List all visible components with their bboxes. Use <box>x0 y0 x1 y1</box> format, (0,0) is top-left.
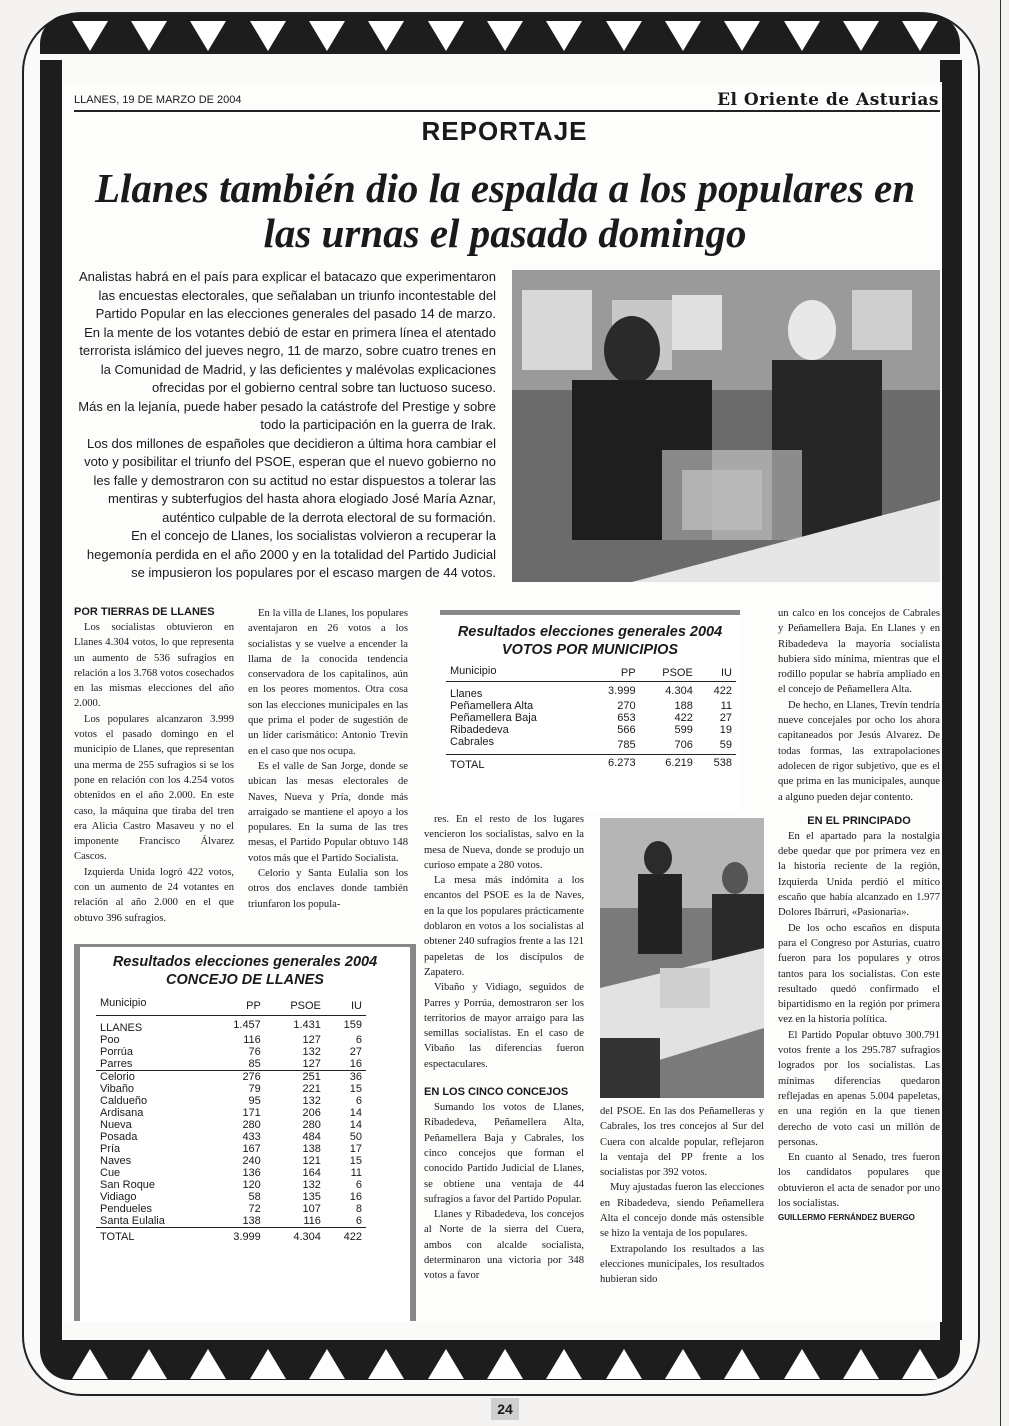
col4-paragraph: Extrapolando los resultados a las elecciones municipales, los resultados hubieran sido <box>600 1243 764 1286</box>
frame-bottom-pattern <box>60 1344 950 1384</box>
masthead: El Oriente de Asturias <box>717 90 939 110</box>
col-header: Municipio <box>100 997 147 1009</box>
frame-left-band <box>40 60 62 1340</box>
col3-paragraph: Vibaño y Vidiago, seguidos de Parres y Porrúa, demostraron ser los territorios de mayor arraigo para las semillas socialistas. En el caso de Vibaño las diferencias fueron espectaculares. <box>424 982 584 1070</box>
table-municipios-grid <box>446 665 736 771</box>
table-llanes-grid <box>96 997 366 1243</box>
col4-paragraph: Muy ajustadas fueron las elecciones en Ribadedeva, siendo Peñamellera Alta el concejo donde más ostensible se hizo la ventaja de los populares. <box>600 1182 764 1240</box>
col5-paragraph: De hecho, en Llanes, Trevín tendría nueve concejales por ocho los ahora capitaneados por Jesús Alvarez. De todas formas, las extrapolaciones adolecen de rigor subjetivo, que es el que prima en las municipales, aunque a alguno pueden dejar contento. <box>778 699 940 803</box>
intro-paragraph: Analistas habrá en el país para explicar el batacazo que experimentaron las encuestas electorales, que señalaban un triunfo incontestable del Partido Popular en las elecciones generales del pasado 14 de marzo. <box>79 269 496 321</box>
intro-paragraph: Más en la lejanía, puede haber pesado la catástrofe del Prestige y sobre todo la participación en la guerra de Irak. <box>78 398 496 432</box>
column-1 <box>74 606 234 926</box>
photo-image <box>512 270 940 582</box>
table-row: Poo 116 127 6 <box>100 1034 362 1046</box>
frame-top-pattern <box>60 16 950 56</box>
author-signature: GUILLERMO FERNÁNDEZ BUERGO <box>778 1213 915 1223</box>
table-row: Cue 136 164 11 <box>100 1167 362 1179</box>
table-row: Ardisana 171 206 14 <box>100 1107 362 1119</box>
col-header: PP <box>246 1000 261 1012</box>
headline: Llanes también dio la espalda a los populares en las urnas el pasado domingo <box>94 165 916 257</box>
intro-paragraph: En el concejo de Llanes, los socialistas volvieron a recuperar la hegemonía perdida en el año 2000 y en la totalidad del Partido Judicial se impusieron los populares por el escaso margen de 44 votos. <box>86 528 496 580</box>
intro-text <box>70 268 496 583</box>
table-row: Cabrales 785 706 59 <box>446 736 736 755</box>
col-header: PP <box>620 667 636 679</box>
header-rule <box>74 110 940 112</box>
scan-edge-line <box>1000 0 1001 1426</box>
col-header: IU <box>721 667 732 679</box>
table-row: Vidiago 58 135 16 <box>100 1191 362 1203</box>
col-header: PSOE <box>290 1000 321 1012</box>
table-row: LLANES 1.457 1.431 159 <box>100 1019 362 1034</box>
table-subtitle: CONCEJO DE LLANES <box>166 972 324 988</box>
table-row: Vibaño 79 221 15 <box>100 1083 362 1095</box>
table-total-row: TOTAL 3.999 4.304 422 <box>100 1231 362 1243</box>
col3-paragraph: La mesa más indómita a los encantos del PSOE es la de Naves, en la que los populares prácticamente doblaron en votos a los socialistas al obtener 240 sufragios frente a las 121 papeletas de los discípulos de Zapatero. <box>424 875 584 978</box>
photo-image <box>600 818 764 1098</box>
col1-paragraph: Izquierda Unida logró 422 votos, con un aumento de 24 votantes en relación al año 2.000 en el que obtuvo 396 sufragios. <box>74 866 234 924</box>
col3-paragraph: Sumando los votos de Llanes, Ribadedeva, Peñamellera Alta, Peñamellera Baja y Cabrales, los cinco concejos que forman el conocido Partido Judicial de Llanes, se obtiene una ventaja de 44 sufragios a favor del Partido Popular. <box>424 1102 584 1205</box>
table-row: Pendueles 72 107 8 <box>100 1203 362 1215</box>
column-2 <box>248 606 408 912</box>
table-row: Nueva 280 280 14 <box>100 1119 362 1131</box>
dateline: LLANES, 19 DE MARZO DE 2004 <box>74 94 242 106</box>
col2-paragraph: En la villa de Llanes, los populares aventajaron en 26 votos a los socialistas y se vuelve a encender la llama de la conocida tendencia conservadora de los capitalinos, aún en los peores momentos. Otra cosa son las elecciones municipales en las que prima el poder de sugestión de un líder carismático: Antonio Trevín en el caso que nos ocupa. <box>248 608 408 757</box>
table-row: Ribadedeva 566 599 19 <box>450 724 732 736</box>
table-row: San Roque 120 132 6 <box>100 1179 362 1191</box>
photo-polling-station <box>512 270 940 582</box>
table-title: Resultados elecciones generales 2004 <box>457 624 723 640</box>
intro-paragraph: En la mente de los votantes debió de estar en primera línea el atentado terrorista islámico del jueves negro, 11 de marzo, sobre cuatro trenes en la Comunidad de Madrid, y las deficientes y malévolas explicaciones ofrecidas por el gobierno central sobre tan luctuoso suceso. <box>79 324 496 395</box>
column-5 <box>778 606 940 1222</box>
col-header: PSOE <box>662 667 693 679</box>
col5-heading: EN EL PRINCIPADO <box>807 814 911 827</box>
intro-paragraph: Los dos millones de españoles que decidieron a última hora cambiar el voto y posibilitar el triunfo del PSOE, esperan que el nuevo gobierno no les falle y demostraron con su actitud no estar dispuestos a tolerar las mentiras y subterfugios del hasta ahora elogiado José María Aznar, auténtico culpable de la derrota electoral de su formación. <box>84 435 496 525</box>
table-row: Naves 240 121 15 <box>100 1155 362 1167</box>
frame-right-band <box>940 60 962 1340</box>
table-row: Pría 167 138 17 <box>100 1143 362 1155</box>
col3-heading: EN LOS CINCO CONCEJOS <box>424 1086 569 1099</box>
table-total-row: TOTAL 6.273 6.219 538 <box>450 757 732 771</box>
col5-paragraph: El Partido Popular obtuvo 300.791 votos frente a los 295.787 sufragios logrados por los socialistas. Las mínimas diferencias quedaron reflejadas en apenas 5.004 papeletas, en una región en la que tienen derecho de voto casi un millón de personas. <box>778 1029 940 1148</box>
section-title: REPORTAJE <box>421 116 588 146</box>
col1-paragraph: Los populares alcanzaron 3.999 votos el pasado domingo en el municipio de Llanes, que representan una merma de 255 sufragios si se los pone en relación con los 4.254 votos obtenidos en el año 2.000. En este caso, la máquina que tiraba del tren era Alicia Castro Masaveu y no el imponente Francisco Álvarez Cascos. <box>74 713 234 863</box>
col3-paragraph: Llanes y Ribadedeva, los concejos al Norte de la sierra del Cuera, ambos con alcalde socialista, determinaron una victoria por 348 votos a favor <box>424 1209 584 1282</box>
col2-paragraph: Es el valle de San Jorge, donde se ubican las mesas electorales de Naves, Nueva y Pría, donde más arraigado se mantiene el apoyo a los populares. En la suma de las tres mesas, el Partido Popular obtuvo 148 votos más que el Partido Socialista. <box>248 760 408 864</box>
table-row: Llanes 3.999 4.304 422 <box>450 685 732 700</box>
table-title: Resultados elecciones generales 2004 <box>112 954 378 970</box>
table-row: Posada 433 484 50 <box>100 1131 362 1143</box>
column-4 <box>600 1104 764 1288</box>
table-row: Celorio 276 251 36 <box>100 1071 362 1083</box>
table-row: Santa Eulalia 138 116 6 <box>96 1215 366 1228</box>
page-number: 24 <box>491 1398 519 1420</box>
col5-paragraph: En el apartado para la nostalgia debe quedar que por primera vez en la historia reciente de la región, Izquierda Unida perdió el mítico escaño que había alcanzado en 1.977 Dolores Ibárruri, «Pasionaria». <box>778 830 940 919</box>
table-votos-municipios <box>440 610 740 811</box>
table-row: Parres 85 127 16 <box>96 1058 366 1071</box>
col2-paragraph: Celorio y Santa Eulalia son los otros dos enclaves donde también triunfaron los popula- <box>248 868 408 910</box>
table-row: Caldueño 95 132 6 <box>100 1095 362 1107</box>
photo-voting-table <box>600 818 764 1098</box>
table-concejo-llanes <box>74 944 416 1321</box>
col3-paragraph: res. En el resto de los lugares vencieron los socialistas, salvo en la mesa de Nueva, donde se produjo un curioso empate a 280 votos. <box>424 814 584 871</box>
table-subtitle: VOTOS POR MUNICIPIOS <box>501 642 679 658</box>
col5-paragraph: De los ocho escaños en disputa para el Congreso por Asturias, cuatro fueron para los populares y otros tantos para los socialistas. Con este resultado quedó confirmado el bipartidismo en la región por primera vez en la historia política. <box>778 922 940 1026</box>
table-row: Porrúa 76 132 27 <box>100 1046 362 1058</box>
col-header: IU <box>351 1000 362 1012</box>
column-3 <box>424 812 584 1284</box>
col1-heading: POR TIERRAS DE LLANES <box>74 606 215 618</box>
table-row: Peñamellera Baja 653 422 27 <box>450 712 732 724</box>
table-row: Peñamellera Alta 270 188 11 <box>450 700 732 712</box>
col5-paragraph: un calco en los concejos de Cabrales y Peñamellera Baja. En Llanes y en Ribadedeva la mayoría socialista hubiera sido mínima, mientras que el rodillo popular se habría ampliado en el concejo de Peñamellera Alta. <box>778 608 940 696</box>
col1-paragraph: Los socialistas obtuvieron en Llanes 4.304 votos, lo que representa un aumento de 536 sufragios en relación a los 3.768 votos cosechados en las mismas elecciones del año 2.000. <box>74 622 234 710</box>
col-header: Municipio <box>450 665 497 677</box>
col5-paragraph: En cuanto al Senado, tres fueron los candidatos populares que obtuvieron el acta de senador por uno los socialistas. <box>778 1152 940 1209</box>
col4-paragraph: del PSOE. En las dos Peñamelleras y Cabrales, los tres concejos al Sur del Cuera con alcalde popular, reflejaron la ventaja del PP frente a los socialistas por 392 votos. <box>600 1106 764 1179</box>
